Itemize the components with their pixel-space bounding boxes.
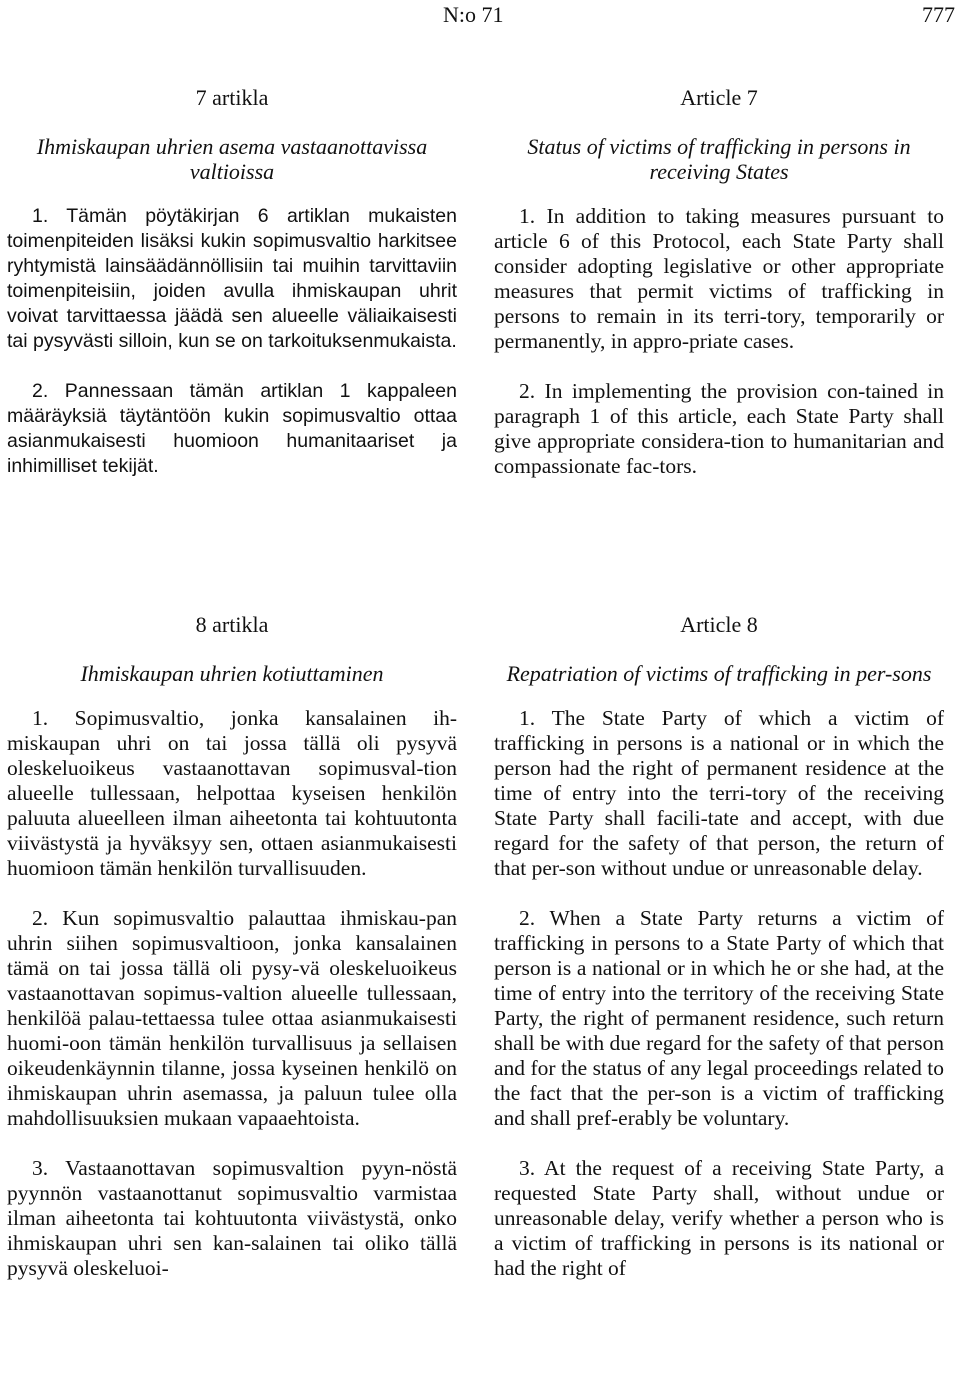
article-title: 7 artikla [195,85,269,110]
article-8-english [494,612,944,1306]
article-title: 8 artikla [195,612,269,637]
paragraph-2: 2. In implementing the provision con-tained in paragraph 1 of this article, each State Party shall give appropriate considera-tion to humanitarian and compassionate fac-tors. [494,379,944,478]
article-title: Article 8 [680,612,758,637]
article-subtitle: Ihmiskaupan uhrien asema vastaanottavissa valtioissa [36,134,428,184]
paragraph-2: 2. Kun sopimusvaltio palauttaa ihmiskau-pan uhrin siihen sopimusvaltioon, jonka kansalainen tämä on tai jossa tällä oli pysy-vä oleskeluoikeus vastaanottavan sopimus-valtion alueelle tullessaan, henkilöä palau-tettaessa tulee ottaa asianmukaisesti huomi-oon tämän henkilön turvallisuus ja sellaisen oikeudenkäynnin tilanne, jossa kyseinen henkilö on ihmiskaupan uhrin asemassa, ja paluun tulee olla mahdollisuuksien mukaan vapaaehtoista. [7,906,457,1130]
article-subtitle: Repatriation of victims of trafficking in per-sons [506,661,932,686]
article-subtitle: Ihmiskaupan uhrien kotiuttaminen [80,661,384,686]
paragraph-1: 1. Tämän pöytäkirjan 6 artiklan mukaisten toimenpiteiden lisäksi kukin sopimusvaltio harkitsee ryhtymistä lainsäädännöllisiin tai muihin tarvittaviin toimenpiteisiin, joiden avulla ihmiskaupan uhrit voivat tarvittaessa jäädä sen alueelle väliaikaisesti tai pysyvästi silloin, kun se on tarkoituksenmukaista. [7,205,457,352]
paragraph-1: 1. Sopimusvaltio, jonka kansalainen ih-miskaupan uhri on tai jossa tällä oli pysyvä oleskeluoikeus vastaanottavan sopimusval-tion alueelle tullessaan, helpottaa kyseisen henkilön paluuta alueelleen ilman aiheetonta tai kohtuutonta viivästystä ja hyväksyy sen, ottaen asianmukaisesti huomioon tämän henkilön turvallisuuden. [7,706,457,880]
article-7-finnish [7,85,457,504]
article-8-finnish [7,612,457,1306]
paragraph-3: 3. At the request of a receiving State Party, a requested State Party shall, without undue or unreasonable delay, verify whether a person who is a victim of trafficking in persons is its national or had the right of [494,1156,944,1280]
article-7-english [494,85,944,504]
article-subtitle: Status of victims of trafficking in persons in receiving States [527,134,911,184]
page-header [0,0,960,40]
paragraph-2: 2. Pannessaan tämän artiklan 1 kappaleen määräyksiä täytäntöön kukin sopimusvaltio ottaa asianmukaisesti huomioon humanitaariset ja inhimilliset tekijät. [7,380,457,477]
article-title: Article 7 [680,85,758,110]
page-number: 777 [922,2,955,27]
paragraph-1: 1. The State Party of which a victim of trafficking in persons is a national or in which the person had the right of permanent residence at the time of entry into the terri-tory of the receiving State Party shall facili-tate and accept, with due regard for the safety of that person, the return of that per-son without undue or unreasonable delay. [494,706,944,880]
paragraph-2: 2. When a State Party returns a victim of trafficking in persons to a State Party of which that person is a national or in which he or she had, at the time of entry into the territory of the receiving State Party, the right of permanent residence, such return shall be with due regard for the safety of that person and for the status of any legal proceedings related to the fact that the per-son is a victim of trafficking and shall pref-erably be voluntary. [494,906,944,1130]
paragraph-3: 3. Vastaanottavan sopimusvaltion pyyn-nöstä pyynnön vastaanottanut sopimusvaltio varmistaa ilman aiheetonta tai kohtuutonta viivästystä, onko ihmiskaupan uhri sen kan-salainen tai oliko tällä pysyvä oleskeluoi- [7,1156,457,1280]
journal-number: N:o 71 [443,2,504,27]
paragraph-1: 1. In addition to taking measures pursuant to article 6 of this Protocol, each State Party shall consider adopting legislative or other appropriate measures that permit victims of trafficking in persons to remain in its terri-tory, temporarily or permanently, in appro-priate cases. [494,204,944,353]
